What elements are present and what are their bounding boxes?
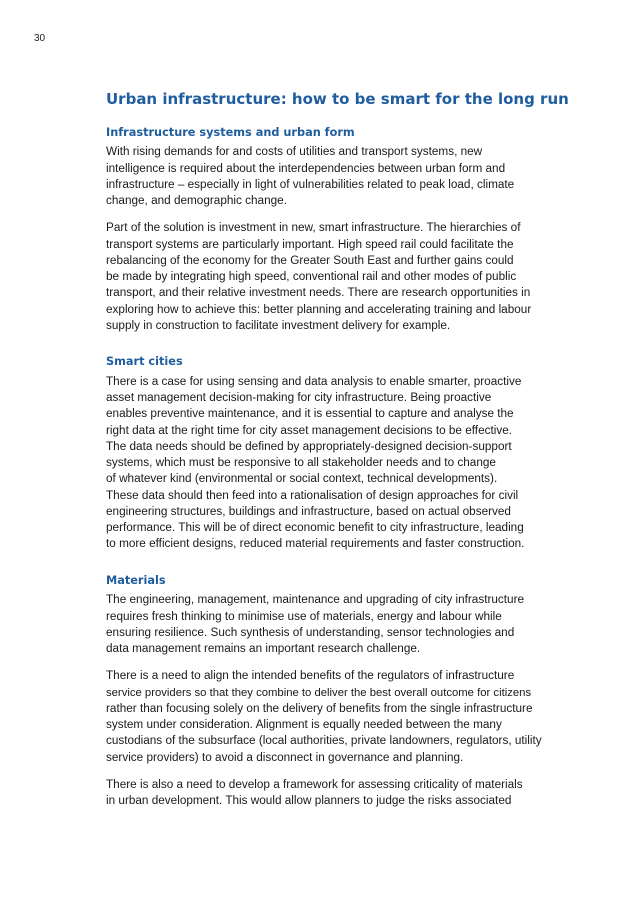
text-line: supply in construction to facilitate investment delivery for example. [106,318,451,332]
text-line: be made by integrating high speed, conventional rail and other modes of public [106,270,517,284]
page-title: Urban infrastructure: how to be smart for the long run [106,90,569,108]
text-line: enables preventive maintenance, and it is essential to capture and analyse the [106,407,514,421]
text-line: There is a case for using sensing and data analysis to enable smarter, proactive [106,374,522,388]
text-line: service providers) to avoid a disconnect in governance and planning. [106,750,464,764]
text-line: infrastructure – especially in light of vulnerabilities related to peak load, climate [106,177,515,191]
text-line: custodians of the subsurface (local authorities, private landowners, regulators, utility [106,734,542,748]
section-materials [106,574,576,810]
text-line: The engineering, management, maintenance and upgrading of city infrastructure [106,593,525,607]
text-line: rather than focusing solely on the delivery of benefits from the single infrastructure [106,701,533,715]
text-line: There is a need to align the intended benefits of the regulators of infrastructure [106,669,515,683]
section-heading: Smart cities [106,355,183,369]
text-line: of whatever kind (environmental or social context, technical developments). [106,472,498,486]
text-line: intelligence is required about the interdependencies between urban form and [106,161,506,175]
paragraph [106,374,576,553]
text-line: system under consideration. Alignment is equally needed between the many [106,718,502,732]
text-line: performance. This will be of direct economic benefit to city infrastructure, leading [106,521,524,535]
text-line: ensuring resilience. Such synthesis of understanding, sensor technologies and [106,625,515,639]
text-line: Part of the solution is investment in new, smart infrastructure. The hierarchies of [106,221,521,235]
text-line: to more efficient designs, reduced material requirements and faster construction. [106,537,525,551]
text-line: requires fresh thinking to minimise use of materials, energy and labour while [106,609,502,623]
page-number: 30 [34,33,46,44]
text-line: exploring how to achieve this: better planning and accelerating training and labour [106,302,532,316]
text-line: The data needs should be defined by appropriately-designed decision-support [106,439,512,453]
paragraph [106,220,576,334]
section-infrastructure-systems [106,126,576,334]
text-line: These data should then feed into a rationalisation of design approaches for civil [106,488,519,502]
section-smart-cities [106,355,576,552]
section-heading: Materials [106,573,166,587]
text-line: asset management decision-making for city infrastructure. Being proactive [106,391,492,405]
paragraph [106,668,576,766]
text-line: systems, which must be responsive to all stakeholder needs and to change [106,456,496,470]
paragraph [106,144,576,209]
page-content [106,90,576,809]
text-line: engineering structures, buildings and infrastructure, based on actual observed [106,504,511,518]
text-line: transport, and their relative investment needs. There are research opportunities in [106,286,531,300]
title-block [106,90,576,109]
text-line: in urban development. This would allow planners to judge the risks associated [106,794,512,808]
section-heading: Infrastructure systems and urban form [106,125,355,139]
text-line: rebalancing of the economy for the Greater South East and further gains could [106,253,514,267]
text-line: change, and demographic change. [106,194,287,208]
text-line: transport systems are particularly important. High speed rail could facilitate the [106,237,514,251]
text-line: There is also a need to develop a framework for assessing criticality of materials [106,777,523,791]
text-line: With rising demands for and costs of utilities and transport systems, new [106,145,483,159]
paragraph [106,777,576,810]
paragraph [106,592,576,657]
text-line: service providers so that they combine to deliver the best overall outcome for citizens [106,686,532,699]
text-line: data management remains an important research challenge. [106,642,421,656]
text-line: right data at the right time for city asset management decisions to be effective. [106,423,513,437]
